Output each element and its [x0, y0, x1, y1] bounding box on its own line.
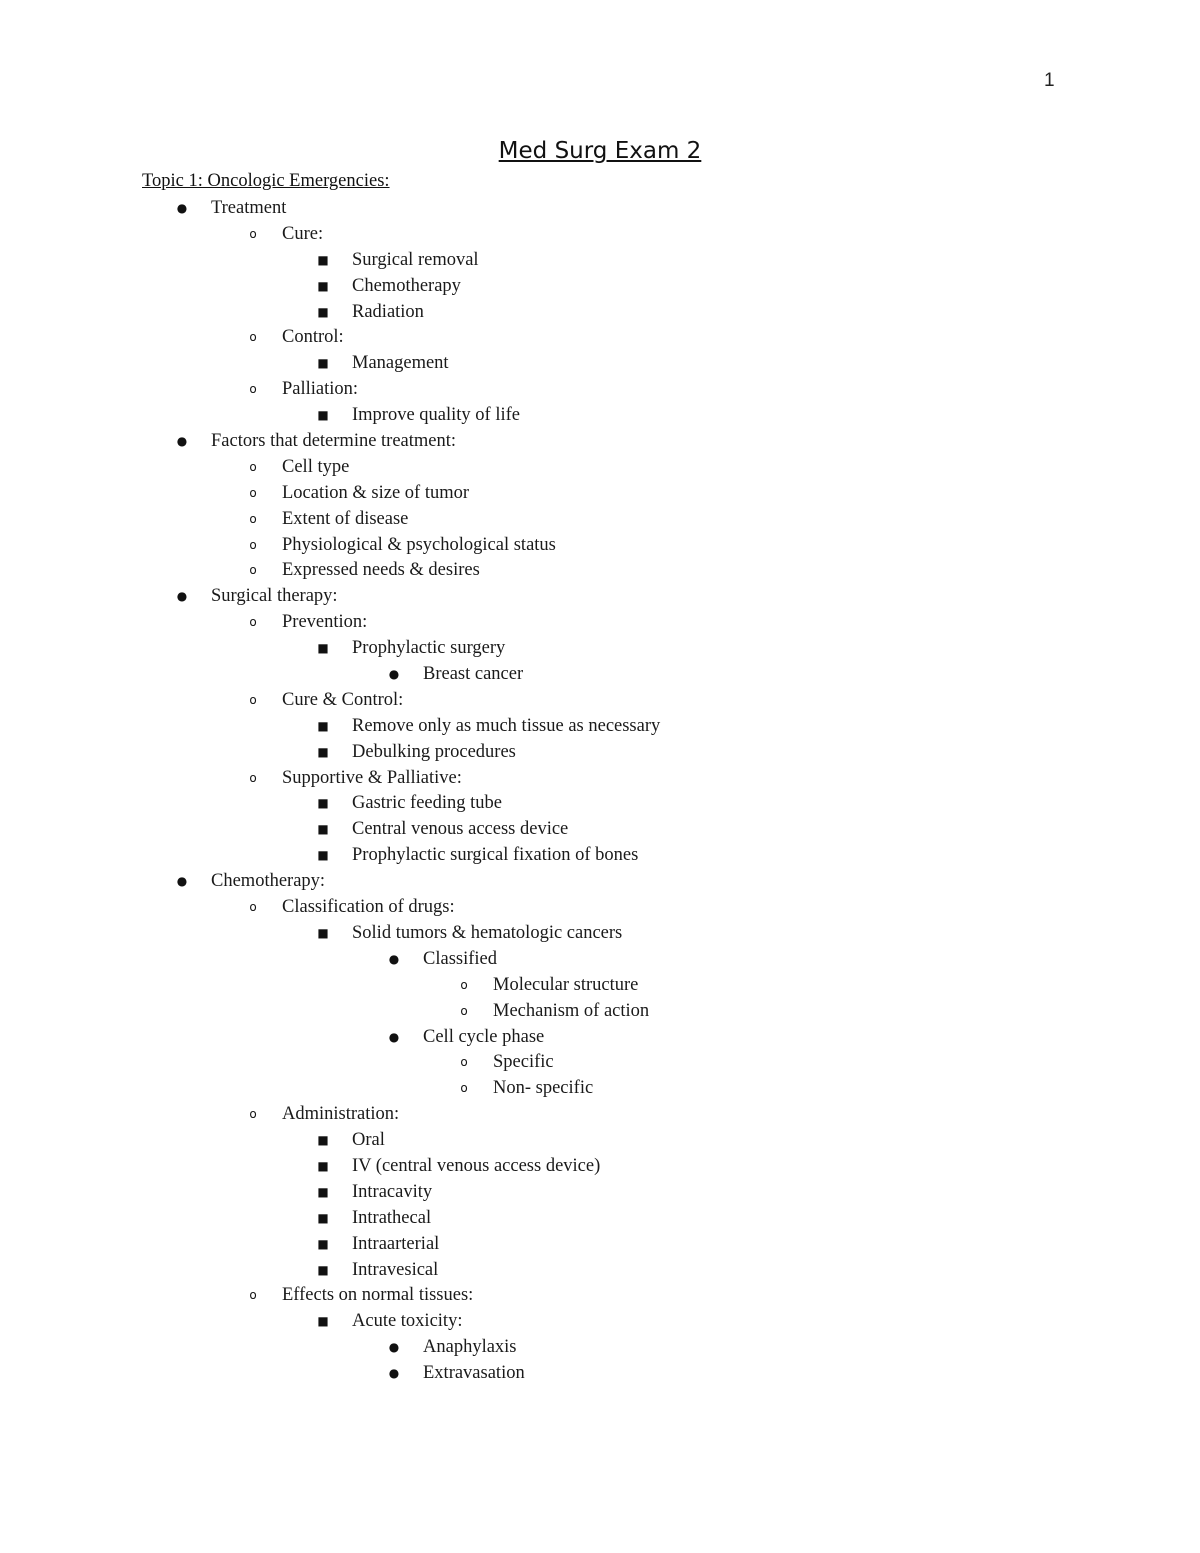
outline-item-text: Improve quality of life [352, 405, 520, 426]
bullet-marker-icon: ■ [317, 252, 329, 267]
page-number: 1 [1044, 70, 1055, 91]
bullet-marker-icon: ■ [317, 822, 329, 837]
bullet-marker-icon: o [249, 382, 257, 397]
outline-item-level-1 [0, 429, 1200, 455]
bullet-marker-icon: ■ [317, 1236, 329, 1251]
outline-item-level-2 [0, 766, 1200, 792]
outline-item-level-3 [0, 791, 1200, 817]
outline-item-text: Remove only as much tissue as necessary [352, 715, 661, 736]
bullet-marker-icon: ● [176, 201, 188, 215]
outline-item-text: Cell type [282, 456, 350, 477]
outline-item-text: Extravasation [423, 1363, 525, 1384]
outline-item-level-2 [0, 895, 1200, 921]
bullet-marker-icon: ■ [317, 1262, 329, 1277]
outline-item-text: Cell cycle phase [423, 1026, 545, 1047]
outline-item-level-4 [0, 1025, 1200, 1051]
outline-item-level-3 [0, 1154, 1200, 1180]
outline-item-level-1 [0, 196, 1200, 222]
outline-item-level-3 [0, 248, 1200, 274]
bullet-marker-icon: o [249, 1107, 257, 1122]
outline-item-text: Surgical therapy: [211, 586, 338, 607]
bullet-marker-icon: o [460, 1003, 468, 1018]
document-title: Med Surg Exam 2 [498, 138, 702, 164]
outline-item-text: Intravesical [352, 1259, 439, 1280]
bullet-marker-icon: o [249, 226, 257, 241]
bullet-marker-icon: o [249, 900, 257, 915]
outline-item-level-2 [0, 222, 1200, 248]
outline-item-level-2 [0, 1283, 1200, 1309]
bullet-marker-icon: ● [388, 1029, 400, 1044]
outline-item-level-5 [0, 999, 1200, 1025]
outline-item-level-3 [0, 740, 1200, 766]
outline-item-text: Control: [282, 327, 344, 348]
outline-item-text: Extent of disease [282, 508, 409, 529]
bullet-marker-icon: ● [176, 589, 188, 604]
outline-item-text: Effects on normal tissues: [282, 1285, 474, 1306]
outline-item-level-3 [0, 636, 1200, 662]
bullet-marker-icon: ● [176, 874, 188, 889]
outline-item-level-3 [0, 1309, 1200, 1335]
outline-item-text: Administration: [282, 1104, 400, 1125]
bullet-marker-icon: ■ [317, 356, 329, 371]
outline-item-level-3 [0, 843, 1200, 869]
outline-item-level-3 [0, 1180, 1200, 1206]
outline-item-text: Anaphylaxis [423, 1337, 517, 1358]
outline-item-level-4 [0, 1335, 1200, 1361]
bullet-marker-icon: ■ [317, 796, 329, 811]
outline-item-text: Management [352, 353, 449, 374]
bullet-marker-icon: ● [388, 667, 400, 682]
bullet-marker-icon: ■ [317, 278, 329, 293]
bullet-marker-icon: ■ [317, 718, 329, 733]
outline-item-text: Palliation: [282, 379, 359, 400]
bullet-marker-icon: o [249, 563, 257, 578]
outline-item-text: Debulking procedures [352, 741, 516, 762]
outline-item-text: Cure: [282, 223, 324, 244]
outline-item-text: Chemotherapy [352, 275, 461, 296]
outline-item-text: Non- specific [493, 1078, 594, 1099]
outline-item-level-2 [0, 610, 1200, 636]
bullet-marker-icon: ■ [317, 1158, 329, 1173]
outline-item-level-2 [0, 533, 1200, 559]
bullet-marker-icon: ● [388, 1366, 400, 1381]
bullet-marker-icon: o [249, 330, 257, 345]
outline-item-level-4 [0, 947, 1200, 973]
outline-list [0, 196, 1200, 1387]
outline-item-text: Central venous access device [352, 819, 569, 840]
outline-item-text: Intraarterial [352, 1233, 440, 1254]
outline-item-text: Cure & Control: [282, 689, 404, 710]
outline-item-level-3 [0, 403, 1200, 429]
outline-item-level-2 [0, 481, 1200, 507]
outline-item-level-2 [0, 688, 1200, 714]
outline-item-text: IV (central venous access device) [352, 1155, 601, 1176]
bullet-marker-icon: o [249, 1288, 257, 1303]
bullet-marker-icon: o [460, 1055, 468, 1070]
outline-item-level-3 [0, 351, 1200, 377]
outline-item-level-1 [0, 869, 1200, 895]
outline-item-text: Mechanism of action [493, 1000, 650, 1021]
outline-item-level-1 [0, 584, 1200, 610]
outline-item-level-2 [0, 507, 1200, 533]
outline-item-text: Gastric feeding tube [352, 793, 502, 814]
outline-item-text: Radiation [352, 301, 424, 322]
bullet-marker-icon: ■ [317, 304, 329, 319]
outline-item-text: Chemotherapy: [211, 871, 326, 892]
outline-item-level-4 [0, 1361, 1200, 1387]
outline-item-text: Oral [352, 1130, 385, 1151]
outline-item-level-3 [0, 714, 1200, 740]
outline-item-level-2 [0, 325, 1200, 351]
bullet-marker-icon: o [460, 977, 468, 992]
outline-item-text: Classified [423, 948, 497, 969]
bullet-marker-icon: o [249, 692, 257, 707]
outline-item-level-4 [0, 662, 1200, 688]
bullet-marker-icon: ■ [317, 1210, 329, 1225]
bullet-marker-icon: ● [388, 1340, 400, 1355]
bullet-marker-icon: ■ [317, 848, 329, 863]
bullet-marker-icon: o [249, 537, 257, 552]
outline-item-level-5 [0, 1076, 1200, 1102]
outline-item-text: Acute toxicity: [352, 1311, 463, 1332]
outline-item-text: Intrathecal [352, 1207, 432, 1228]
outline-item-text: Supportive & Palliative: [282, 767, 462, 788]
bullet-marker-icon: o [249, 485, 257, 500]
bullet-marker-icon: o [249, 615, 257, 630]
outline-item-level-2 [0, 558, 1200, 584]
outline-item-text: Prophylactic surgery [352, 638, 506, 659]
bullet-marker-icon: ■ [317, 408, 329, 423]
outline-item-level-3 [0, 274, 1200, 300]
outline-item-text: Intracavity [352, 1181, 433, 1202]
bullet-marker-icon: o [249, 511, 257, 526]
outline-item-level-3 [0, 1128, 1200, 1154]
bullet-marker-icon: ● [388, 951, 400, 966]
bullet-marker-icon: ■ [317, 1133, 329, 1148]
outline-item-level-2 [0, 1102, 1200, 1128]
bullet-marker-icon: o [249, 459, 257, 474]
outline-item-text: Specific [493, 1052, 554, 1073]
outline-item-level-3 [0, 921, 1200, 947]
outline-item-level-3 [0, 1232, 1200, 1258]
outline-item-level-2 [0, 455, 1200, 481]
outline-item-text: Prophylactic surgical fixation of bones [352, 845, 639, 866]
outline-item-level-3 [0, 1258, 1200, 1284]
outline-item-text: Prevention: [282, 612, 368, 633]
outline-item-text: Physiological & psychological status [282, 534, 556, 555]
bullet-marker-icon: ■ [317, 744, 329, 759]
outline-item-text: Location & size of tumor [282, 482, 470, 503]
outline-item-text: Molecular structure [493, 974, 639, 995]
bullet-marker-icon: o [460, 1081, 468, 1096]
outline-item-level-3 [0, 817, 1200, 843]
outline-item-text: Breast cancer [423, 664, 524, 685]
bullet-marker-icon: ■ [317, 925, 329, 940]
outline-item-level-5 [0, 973, 1200, 999]
bullet-marker-icon: ● [176, 434, 188, 449]
outline-item-level-3 [0, 300, 1200, 326]
outline-item-text: Factors that determine treatment: [211, 431, 457, 452]
outline-item-level-2 [0, 377, 1200, 403]
bullet-marker-icon: ■ [317, 641, 329, 656]
outline-item-text: Classification of drugs: [282, 897, 455, 918]
topic-heading: Topic 1: Oncologic Emergencies: [142, 171, 390, 191]
outline-item-text: Solid tumors & hematologic cancers [352, 922, 623, 943]
bullet-marker-icon: o [249, 770, 257, 785]
bullet-marker-icon: ■ [317, 1314, 329, 1329]
outline-item-level-5 [0, 1050, 1200, 1076]
bullet-marker-icon: ■ [317, 1184, 329, 1199]
outline-item-text: Expressed needs & desires [282, 560, 480, 581]
outline-item-text: Treatment [211, 198, 287, 218]
outline-item-text: Surgical removal [352, 249, 479, 270]
outline-item-level-3 [0, 1206, 1200, 1232]
